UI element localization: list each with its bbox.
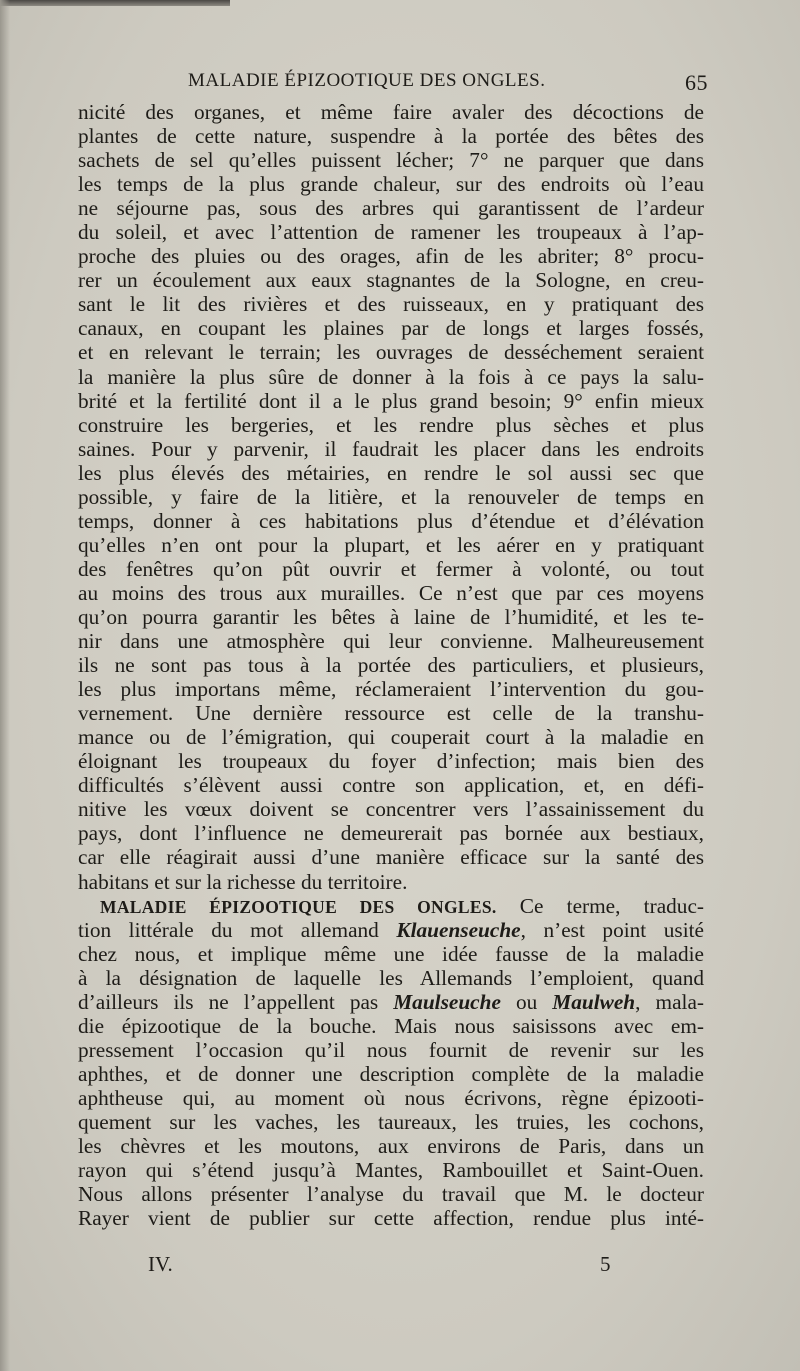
text-line: ils ne sont pas tous à la portée des particuliers, et plusieurs, (78, 653, 704, 678)
text-span: Ce terme, traduc- (496, 893, 704, 918)
italic-term: Klauenseuche (396, 917, 521, 942)
text-line: mance ou de l’émigration, qui couperait court à la maladie en (78, 725, 704, 750)
text-line: les plus importans même, réclameraient l’intervention du gou- (78, 677, 704, 702)
text-line: les chèvres et les moutons, aux environs de Paris, dans un (78, 1134, 704, 1159)
text-line: sant le lit des rivières et des ruisseaux, en y pratiquant des (78, 292, 704, 317)
text-line: possible, y faire de la litière, et la renouveler de temps en (78, 484, 704, 509)
text-span: d’ailleurs ils ne l’appellent pas (78, 989, 394, 1014)
text-line: temps, donner à ces habitations plus d’étendue et d’élévation (78, 508, 704, 533)
running-head (78, 66, 708, 98)
text-line: nicité des organes, et même faire avaler des décoctions de (78, 100, 704, 124)
text-line: éloignant les troupeaux du foyer d’infection; mais bien des (78, 749, 704, 774)
text-line: proche des pluies ou des orages, afin de les abriter; 8° procu- (78, 244, 704, 269)
text-span: tion littérale du mot allemand (78, 917, 397, 942)
page-top-edge (0, 0, 230, 6)
text-line (78, 918, 704, 942)
text-line: habitans et sur la richesse du territoire. (78, 869, 408, 894)
text-line: aphtheuse qui, au moment où nous écrivons, règne épizooti- (78, 1085, 704, 1110)
text-line: et en relevant le terrain; les ouvrages de desséchement seraient (78, 340, 704, 365)
text-line: nitive les vœux doivent se concentrer vers l’assainissement du (78, 797, 704, 822)
text-line: les temps de la plus grande chaleur, sur des endroits où l’eau (78, 172, 704, 197)
section-heading: MALADIE ÉPIZOOTIQUE DES ONGLES. (100, 896, 497, 917)
text-line: vernement. Une dernière ressource est celle de la transhu- (78, 701, 704, 726)
text-line: des fenêtres qu’on pût ouvrir et fermer à volonté, ou tout (78, 556, 704, 581)
text-line: plantes de cette nature, suspendre à la portée des bêtes des (78, 124, 704, 149)
text-line: les plus élevés des métairies, en rendre le sol aussi sec que (78, 460, 704, 485)
page-footer (78, 1252, 708, 1282)
text-line: pressement l’occasion qu’il nous fournit de revenir sur les (78, 1037, 704, 1062)
text-line: Rayer vient de publier sur cette affection, rendue plus inté- (78, 1206, 704, 1231)
text-line: Nous allons présenter l’analyse du travail que M. le docteur (78, 1182, 704, 1207)
text-line: qu’on pourra garantir les bêtes à laine de l’humidité, et les te- (78, 604, 704, 629)
text-line: au moins des trous aux murailles. Ce n’est que par ces moyens (78, 580, 704, 605)
text-line: rayon qui s’étend jusqu’à Mantes, Rambouillet et Saint-Ouen. (78, 1158, 704, 1183)
text-line: aphthes, et de donner une description complète de la maladie (78, 1061, 704, 1086)
text-line: à la désignation de laquelle les Allemands l’emploient, quand (78, 965, 704, 990)
text-line: ne séjourne pas, sous des arbres qui garantissent de l’ardeur (78, 196, 704, 221)
text-line: car elle réagirait aussi d’une manière efficace sur la santé des (78, 845, 704, 870)
section-first-line (78, 894, 704, 918)
text-line: construire les bergeries, et les rendre plus sèches et plus (78, 412, 704, 437)
text-line: saines. Pour y parvenir, il faudrait les placer dans les endroits (78, 436, 704, 461)
section-body (78, 1014, 704, 1230)
text-span: ou (500, 989, 553, 1014)
text-span: , n’est point usité (520, 917, 704, 942)
text-line: brité et la fertilité dont il a le plus grand besoin; 9° enfin mieux (78, 388, 704, 413)
volume-mark: IV. (148, 1252, 173, 1276)
text-line: pays, dont l’influence ne demeurerait pas bornée aux bestiaux, (78, 821, 704, 846)
running-title: MALADIE ÉPIZOOTIQUE DES ONGLES. (188, 70, 546, 91)
text-line (78, 990, 704, 1014)
text-line: la manière la plus sûre de donner à la fois à ce pays la salu- (78, 364, 704, 389)
italic-term: Maulseuche (393, 989, 501, 1014)
signature-mark: 5 (600, 1252, 611, 1276)
text-line: rer un écoulement aux eaux stagnantes de la Sologne, en creu- (78, 268, 704, 293)
text-line: nir dans une atmosphère qui leur convienne. Malheureusement (78, 629, 704, 654)
text-line: die épizootique de la bouche. Mais nous saisissons avec em- (78, 1013, 704, 1038)
text-line: difficultés s’élèvent aussi contre son application, et, en défi- (78, 773, 704, 798)
section-maladie-epizootique (78, 894, 704, 1231)
page-number: 65 (685, 70, 708, 95)
page-binding-shadow (0, 0, 10, 1371)
text-line: chez nous, et implique même une idée fausse de la maladie (78, 941, 704, 966)
italic-term: Maulweh (552, 989, 636, 1014)
body-text (78, 100, 704, 1230)
text-span: , mala- (635, 989, 704, 1014)
text-line: canaux, en coupant les plaines par de longs et larges fossés, (78, 316, 704, 341)
text-line: quement sur les vaches, les taureaux, les truies, les cochons, (78, 1109, 704, 1134)
text-line: du soleil, et avec l’attention de ramener les troupeaux à l’ap- (78, 220, 704, 245)
text-line: sachets de sel qu’elles puissent lécher; 7° ne parquer que dans (78, 148, 704, 173)
text-line: qu’elles n’en ont pour la plupart, et les aérer en y pratiquant (78, 532, 704, 557)
paragraph-continued (78, 100, 704, 894)
